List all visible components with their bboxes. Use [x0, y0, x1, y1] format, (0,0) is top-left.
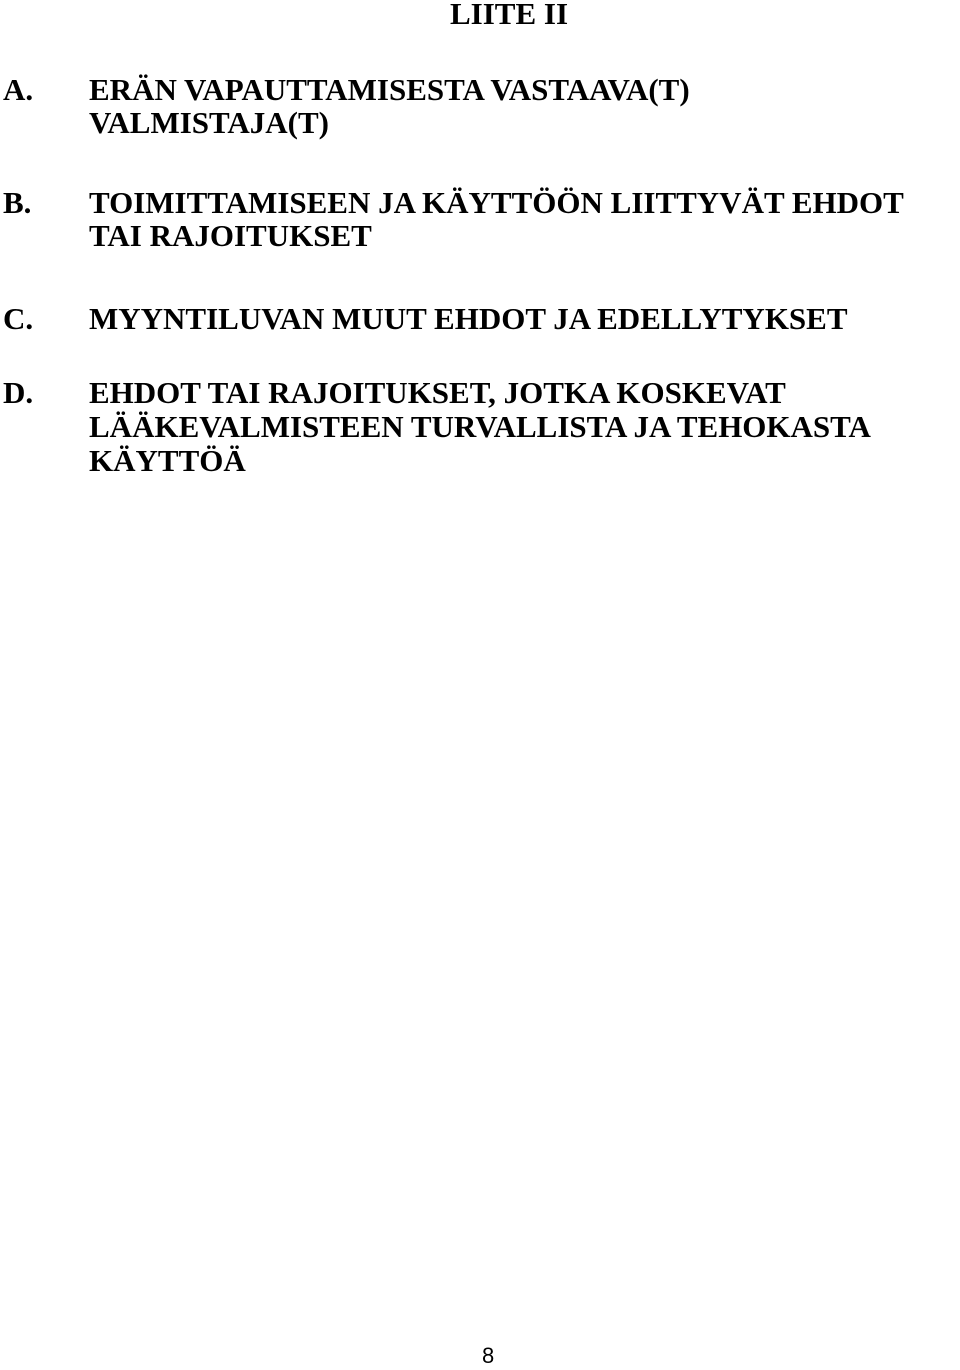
section-heading: [89, 376, 871, 478]
section-heading: [89, 186, 904, 252]
page-number: 8: [482, 1343, 495, 1368]
annex-title: LIITE II: [450, 0, 569, 31]
heading-line: ERÄN VAPAUTTAMISESTA VASTAAVA(T): [89, 72, 690, 107]
section-letter: C.: [3, 301, 34, 336]
heading-line: KÄYTTÖÄ: [89, 443, 246, 478]
heading-line: EHDOT TAI RAJOITUKSET, JOTKA KOSKEVAT: [89, 375, 786, 410]
heading-line: LÄÄKEVALMISTEEN TURVALLISTA JA TEHOKASTA: [89, 409, 871, 444]
section-heading: [89, 302, 848, 335]
heading-line: TAI RAJOITUKSET: [89, 218, 372, 253]
heading-line: TOIMITTAMISEEN JA KÄYTTÖÖN LIITTYVÄT EHDOT: [89, 185, 904, 220]
section-heading: [89, 73, 690, 139]
heading-line: MYYNTILUVAN MUUT EHDOT JA EDELLYTYKSET: [89, 301, 848, 336]
section-letter: A.: [3, 72, 34, 107]
section-letter: D.: [3, 375, 34, 410]
heading-line: VALMISTAJA(T): [89, 105, 329, 140]
section-letter: B.: [3, 185, 32, 220]
